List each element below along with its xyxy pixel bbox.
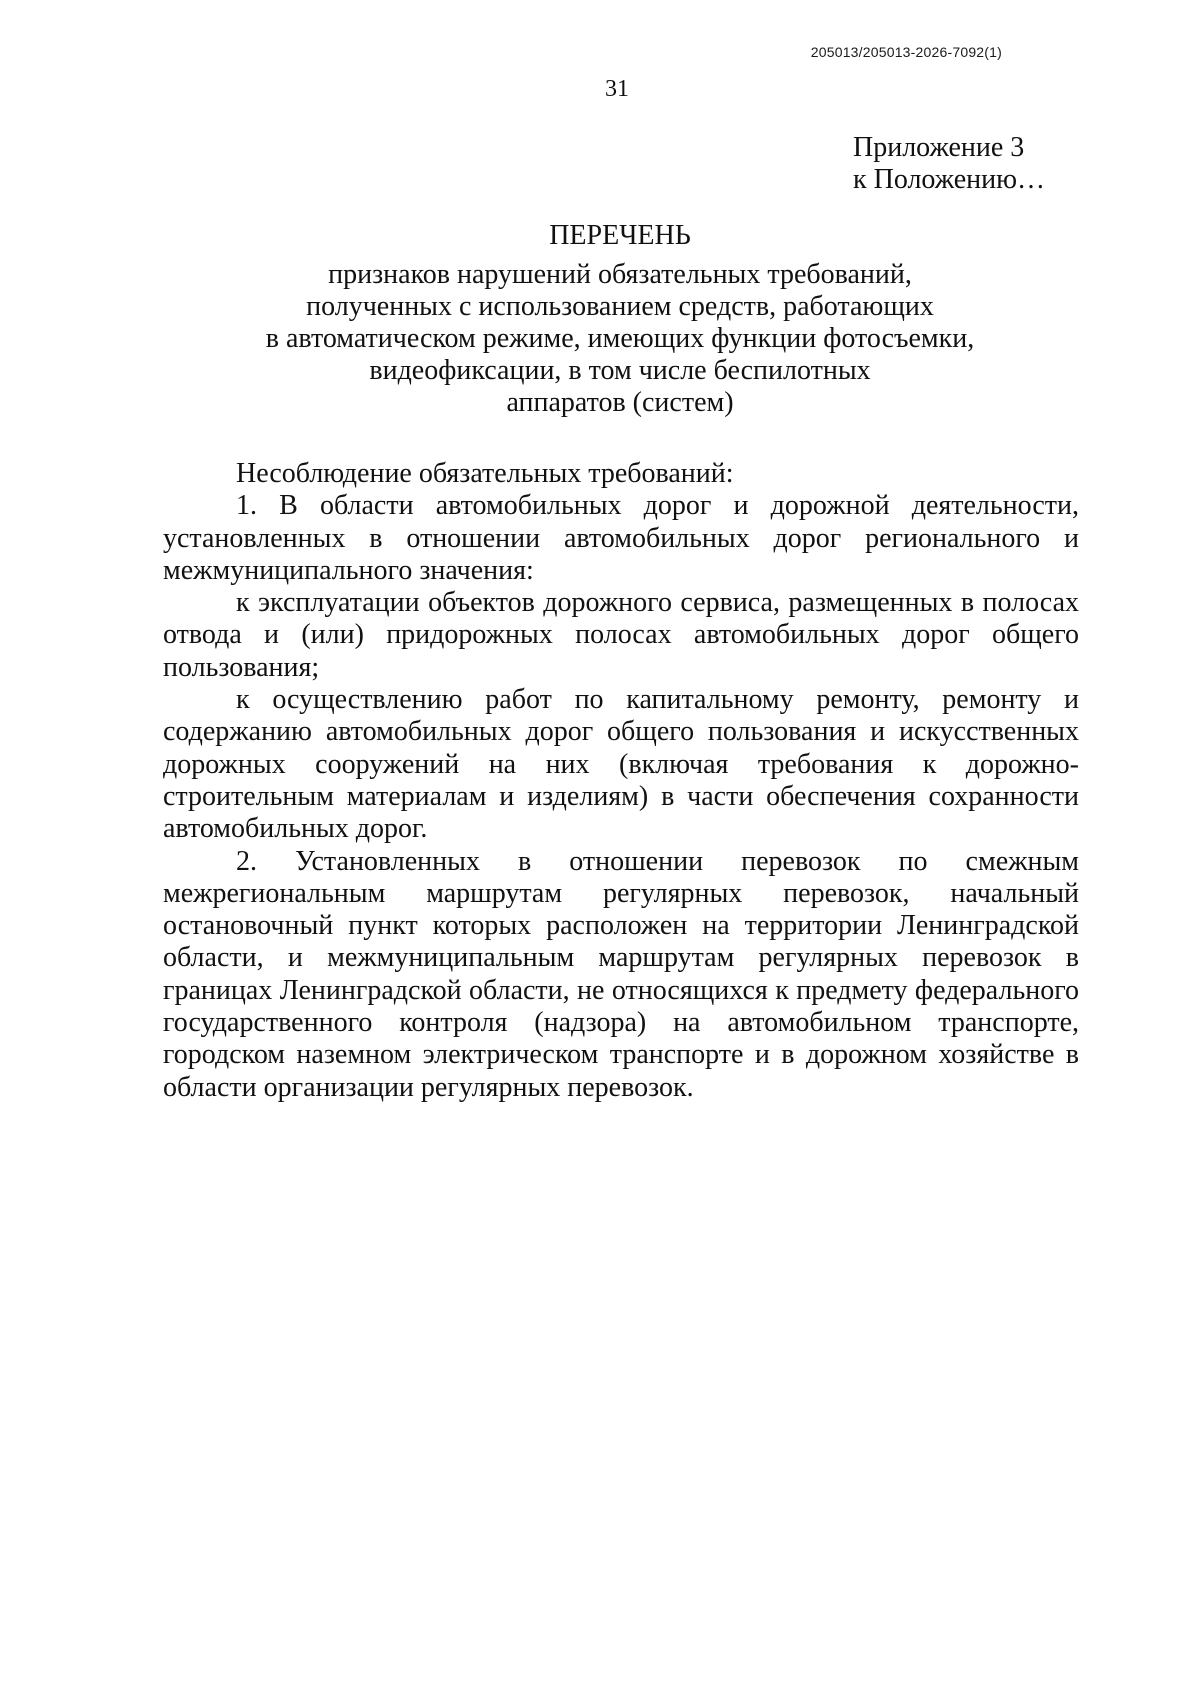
- document-id: 205013/205013-2026-7092(1): [810, 44, 1002, 60]
- appendix-line-2: к Положению…: [853, 164, 1046, 195]
- body-paragraph: 2. Установленных в отношении перевозок по смежным межрегиональным маршрутам регулярных перевозок, начальный остановочный пункт которых расположен на территории Ленинградской области, и межмуниципальным маршрутам регулярных перевозок в границах Ленинградской области, не относящихся к предмету федерального государственного контроля (надзора) на автомобильном транспорте, городском наземном электрическом транспорте и в дорожном хозяйстве в области организации регулярных перевозок.: [163, 845, 1079, 1103]
- intro-paragraph: Несоблюдение обязательных требований:: [236, 458, 734, 489]
- appendix-reference: [853, 132, 1045, 196]
- subtitle-line: видеофиксации, в том числе беспилотных: [369, 355, 871, 386]
- appendix-line-1: Приложение 3: [853, 132, 1025, 163]
- subtitle-line: полученных с использованием средств, работающих: [306, 291, 934, 322]
- subtitle-line: в автоматическом режиме, имеющих функции фотосъемки,: [265, 323, 975, 354]
- document-body: [163, 458, 1079, 1104]
- body-paragraph: 1. В области автомобильных дорог и дорожной деятельности, установленных в отношении автомобильных дорог регионального и межмуниципального значения:: [163, 490, 1079, 586]
- title-block: [160, 220, 1080, 419]
- subtitle-line: признаков нарушений обязательных требований,: [328, 259, 912, 290]
- page-number: 31: [605, 76, 629, 102]
- subtitle-line: аппаратов (систем): [506, 387, 734, 418]
- body-paragraph: к осуществлению работ по капитальному ремонту, ремонту и содержанию автомобильных дорог общего пользования и искусственных дорожных сооружений на них (включая требования к дорожно-строительным материалам и изделиям) в части обеспечения сохранности автомобильных дорог.: [163, 684, 1079, 845]
- document-title: ПЕРЕЧЕНЬ: [549, 220, 691, 251]
- body-paragraph: к эксплуатации объектов дорожного сервиса, размещенных в полосах отвода и (или) придорожных полосах автомобильных дорог общего пользования;: [163, 587, 1079, 683]
